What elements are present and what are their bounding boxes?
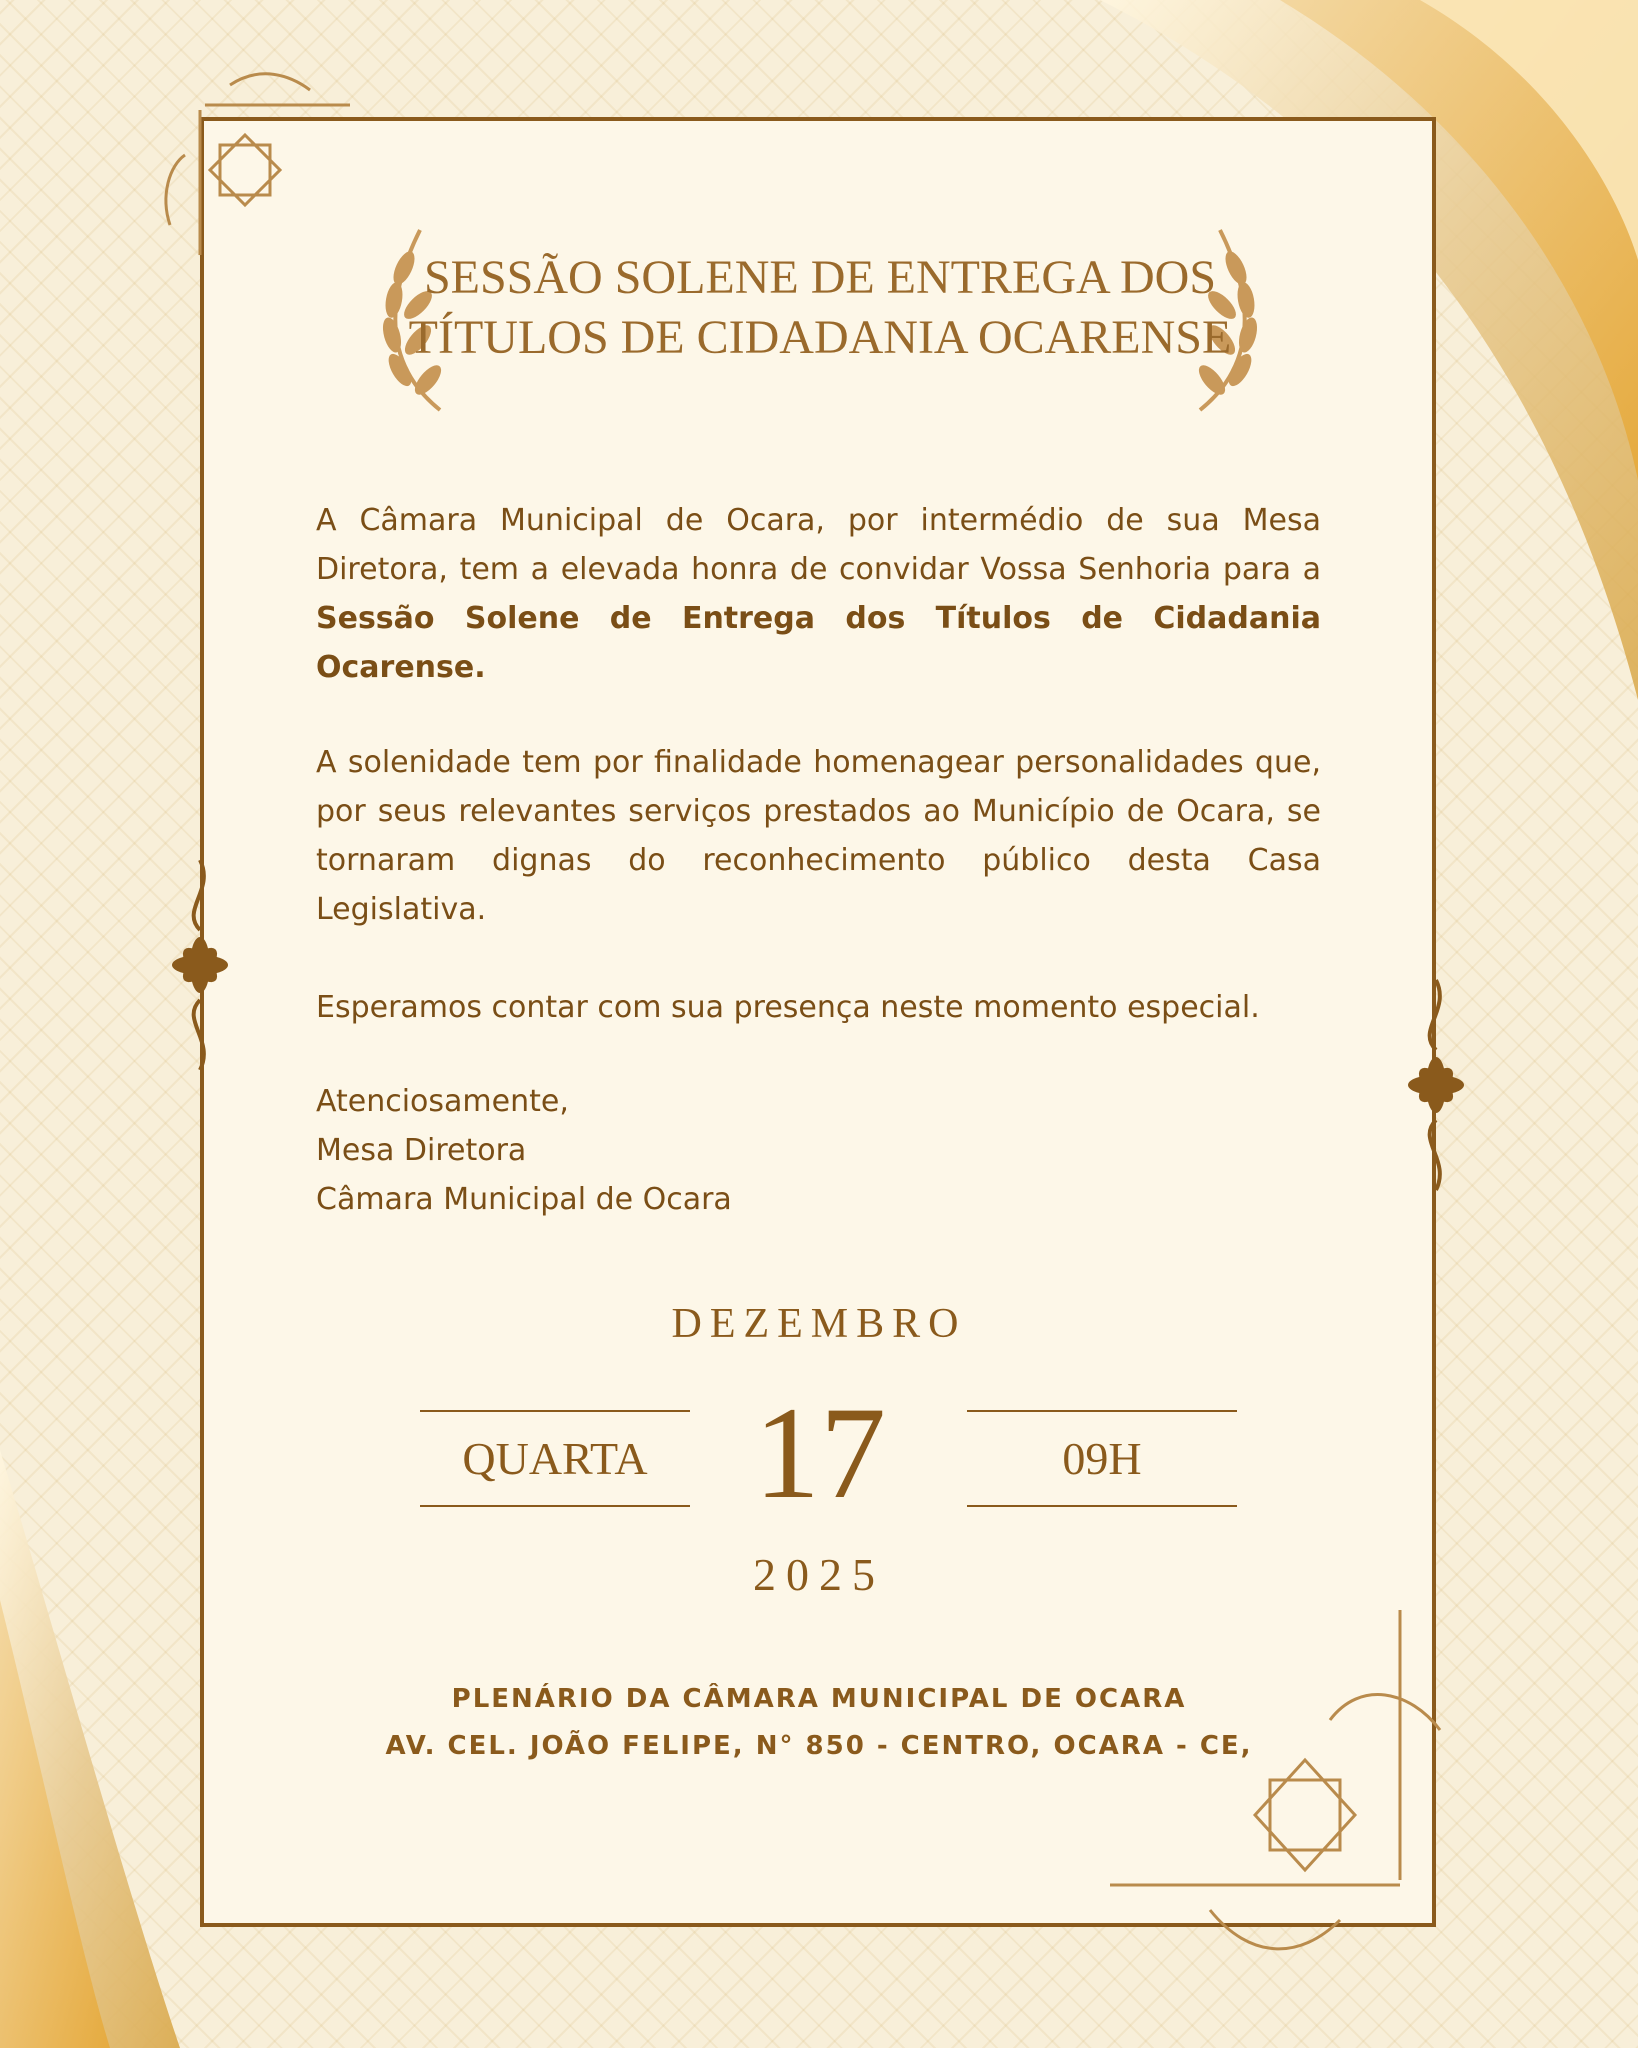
closing-salutation: Atenciosamente, bbox=[316, 1084, 569, 1119]
venue-name: PLENÁRIO DA CÂMARA MUNICIPAL DE OCARA bbox=[451, 1684, 1187, 1714]
paragraph-invitation bbox=[316, 496, 1321, 692]
title-line-1: SESSÃO SOLENE DE ENTREGA DOS bbox=[423, 251, 1217, 304]
side-flower-ornament-right bbox=[1396, 960, 1476, 1210]
event-day: 17 bbox=[754, 1379, 886, 1526]
signer-line-2: Câmara Municipal de Ocara bbox=[316, 1182, 732, 1217]
venue-address: AV. CEL. JOÃO FELIPE, N° 850 - CENTRO, OCARA - CE, bbox=[385, 1731, 1253, 1761]
corner-flourish-bottom-right bbox=[1100, 1600, 1480, 1980]
paragraph-closing-wish: Esperamos contar com sua presença neste momento especial. bbox=[316, 990, 1260, 1025]
title-line-2: TÍTULOS DE CIDADANIA OCARENSE bbox=[408, 311, 1232, 364]
side-flower-ornament-left bbox=[160, 840, 240, 1090]
signer-line-1: Mesa Diretora bbox=[316, 1133, 527, 1168]
event-year: 2025 bbox=[753, 1549, 885, 1600]
paragraph-invitation-text: A Câmara Municipal de Ocara, por intermédio de sua Mesa Diretora, tem a elevada honra de convidar Vossa Senhoria para a bbox=[316, 503, 1321, 587]
invitation-title bbox=[300, 248, 1340, 368]
paragraph-invitation-bold: Sessão Solene de Entrega dos Títulos de Cidadania Ocarense. bbox=[316, 601, 1321, 685]
paragraph-purpose: A solenidade tem por finalidade homenagear personalidades que, por seus relevantes serviços prestados ao Município de Ocara, se tornaram dignas do reconhecimento público desta Casa Legislativa. bbox=[316, 745, 1321, 927]
event-time: 09H bbox=[967, 1410, 1237, 1507]
event-weekday: QUARTA bbox=[420, 1410, 690, 1507]
signature-block bbox=[316, 1077, 732, 1224]
corner-flourish-top-left bbox=[160, 65, 350, 255]
event-month: DEZEMBRO bbox=[671, 1301, 967, 1347]
